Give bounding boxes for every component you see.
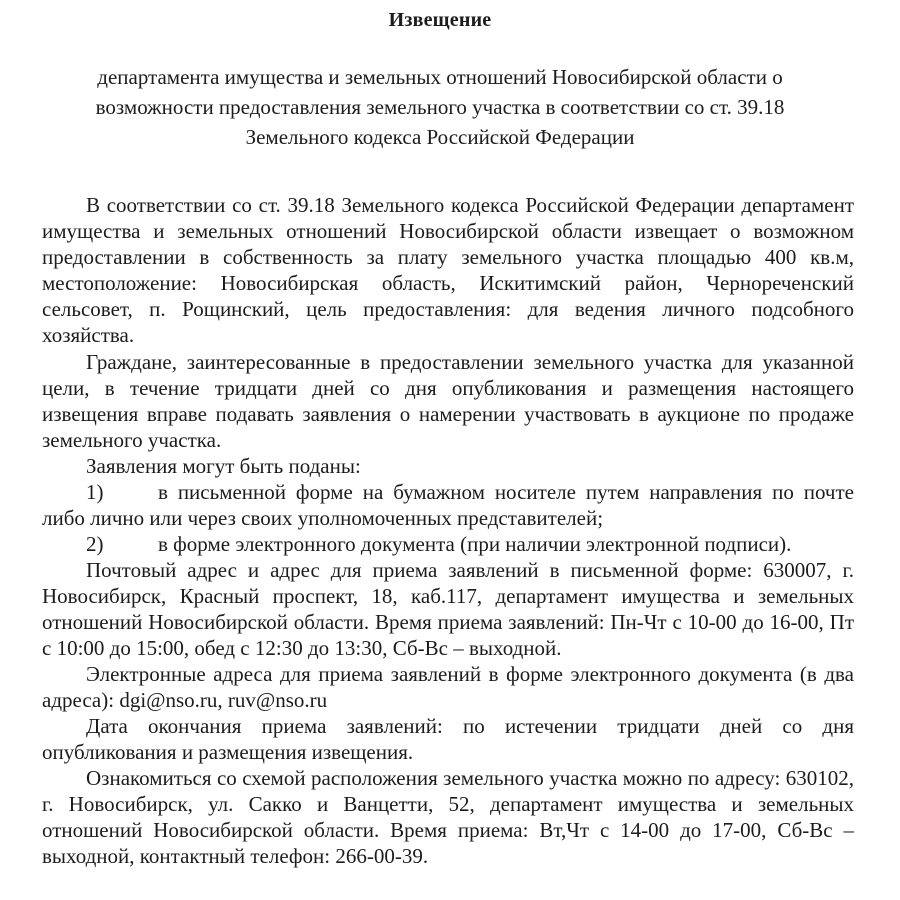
paragraph-deadline: Дата окончания приема заявлений: по истечении тридцати дней со дня опубликования и размещения извещения. bbox=[42, 714, 854, 764]
list-text: в форме электронного документа (при наличии электронной подписи). bbox=[158, 532, 792, 556]
paragraph-citizens: Граждане, заинтересованные в предоставлении земельного участка для указанной цели, в течение тридцати дней со дня опубликования и размещения настоящего извещения вправе подавать заявления о намерении участвовать в аукционе по продаже земельного участка. bbox=[42, 350, 854, 452]
subtitle-line-2: возможности предоставления земельного участка в соответствии со ст. 39.18 bbox=[95, 95, 785, 119]
list-text: в письменной форме на бумажном носителе путем направления по почте либо лично или через своих уполномоченных представителей; bbox=[42, 480, 854, 530]
subtitle-line-1: департамента имущества и земельных отношений Новосибирской области о bbox=[97, 65, 783, 89]
paragraph-email-addresses: Электронные адреса для приема заявлений в форме электронного документа (в два адреса): dgi@nso.ru, ruv@nso.ru bbox=[42, 662, 854, 712]
subtitle-line-3: Земельного кодекса Российской Федерации bbox=[245, 125, 635, 149]
list-item-electronic-form bbox=[42, 531, 854, 557]
document-subtitle bbox=[40, 62, 840, 152]
paragraph-submission-intro: Заявления могут быть поданы: bbox=[86, 454, 361, 478]
paragraph-postal-address: Почтовый адрес и адрес для приема заявлений в письменной форме: 630007, г. Новосибирск, Красный проспект, 18, каб.117, департамент имущества и земельных отношений Новосибирской области. Время приема заявлений: Пн-Чт с 10-00 до 16-00, Пт с 10:00 до 15:00, обед с 12:30 до 13:30, Сб-Вс – выходной. bbox=[42, 558, 854, 660]
notice-body bbox=[42, 192, 854, 869]
list-number: 2) bbox=[86, 532, 104, 556]
document-title: Извещение bbox=[388, 9, 492, 31]
list-item-paper-form bbox=[42, 479, 854, 531]
paragraph-scheme-review: Ознакомиться со схемой расположения земельного участка можно по адресу: 630102, г. Новосибирск, ул. Сакко и Ванцетти, 52, департамент имущества и земельных отношений Новосибирской области. Время приема: Вт,Чт с 14-00 до 17-00, Сб-Вс – выходной, контактный телефон: 266-00-39. bbox=[42, 766, 854, 868]
list-number: 1) bbox=[86, 480, 104, 504]
paragraph-announcement: В соответствии со ст. 39.18 Земельного кодекса Российской Федерации департамент имущества и земельных отношений Новосибирской области извещает о возможном предоставлении в собственность за плату земельного участка площадью 400 кв.м, местоположение: Новосибирская область, Искитимский район, Чернореченский сельсовет, п. Рощинский, цель предоставления: для ведения личного подсобного хозяйства. bbox=[42, 193, 854, 347]
